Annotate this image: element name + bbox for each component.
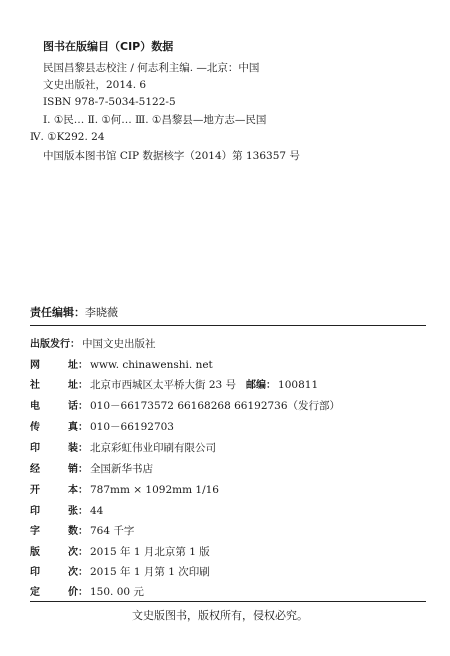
edition-value: 2015 年 1 月北京第 1 版	[90, 546, 210, 558]
row-phone	[30, 397, 340, 413]
postcode-value: 100811	[278, 379, 319, 391]
row-publisher	[30, 335, 156, 351]
printer-label: 印 装：	[30, 443, 88, 454]
cip-title-line: 民国昌黎县志校注 / 何志利主编. —北京：中国	[43, 62, 260, 74]
phone-label: 电 话：	[30, 401, 88, 412]
price-value: 150. 00 元	[90, 586, 144, 598]
row-distributor	[30, 460, 153, 476]
printing-label: 印 次：	[30, 567, 88, 578]
price-label: 定 价：	[30, 587, 88, 598]
row-words	[30, 522, 134, 538]
printing-value: 2015 年 1 月第 1 次印刷	[90, 566, 210, 578]
editor-name: 李晓薇	[85, 306, 118, 319]
row-sheets	[30, 502, 103, 517]
distributor-label: 经 销：	[30, 464, 88, 475]
divider-bottom	[30, 601, 426, 602]
row-address	[30, 376, 318, 392]
format-value: 787mm × 1092mm 1/16	[90, 484, 219, 496]
sheets-value: 44	[90, 505, 104, 517]
format-label: 开 本：	[30, 485, 88, 496]
printer-value: 北京彩虹伟业印刷有限公司	[90, 442, 216, 454]
words-value: 764 千字	[90, 525, 135, 537]
row-printer	[30, 439, 216, 455]
copyright-notice: 文史版图书，版权所有，侵权必究。	[132, 609, 308, 622]
cip-datacheck-line: 中国版本图书馆 CIP 数据核字（2014）第 136357 号	[43, 150, 300, 162]
cip-classnumber-line: Ⅳ. ①K292. 24	[30, 131, 105, 143]
fax-label: 传 真：	[30, 422, 88, 433]
sheets-label: 印 张：	[30, 506, 88, 517]
distributor-value: 全国新华书店	[90, 463, 153, 475]
responsible-editor	[30, 304, 118, 320]
cip-heading: 图书在版编目（CIP）数据	[43, 40, 174, 53]
publisher-value: 中国文史出版社	[82, 338, 156, 350]
row-format	[30, 481, 219, 496]
cip-publisher-line: 文史出版社，2014. 6	[43, 79, 147, 91]
row-printing	[30, 563, 210, 579]
cip-classification-line: Ⅰ. ①民… Ⅱ. ①何… Ⅲ. ①昌黎县—地方志—民国	[43, 114, 267, 126]
phone-value: 010－66173572 66168268 66192736（发行部）	[90, 400, 341, 412]
divider-top	[30, 325, 426, 326]
editor-label: 责任编辑：	[30, 306, 85, 319]
postcode-label: 邮编：	[246, 380, 277, 391]
fax-value: 010－66192703	[90, 421, 174, 433]
words-label: 字 数：	[30, 526, 88, 537]
address-label: 社 址：	[30, 380, 88, 391]
publisher-label: 出版发行：	[30, 339, 80, 350]
website-value: www. chinawenshi. net	[90, 359, 213, 371]
row-price	[30, 583, 144, 599]
website-label: 网 址：	[30, 360, 88, 371]
address-value: 北京市西城区太平桥大街 23 号	[90, 379, 237, 391]
row-fax	[30, 418, 174, 434]
row-website	[30, 356, 213, 371]
cip-isbn-line: ISBN 978-7-5034-5122-5	[43, 96, 176, 108]
edition-label: 版 次：	[30, 547, 88, 558]
row-edition	[30, 543, 210, 559]
